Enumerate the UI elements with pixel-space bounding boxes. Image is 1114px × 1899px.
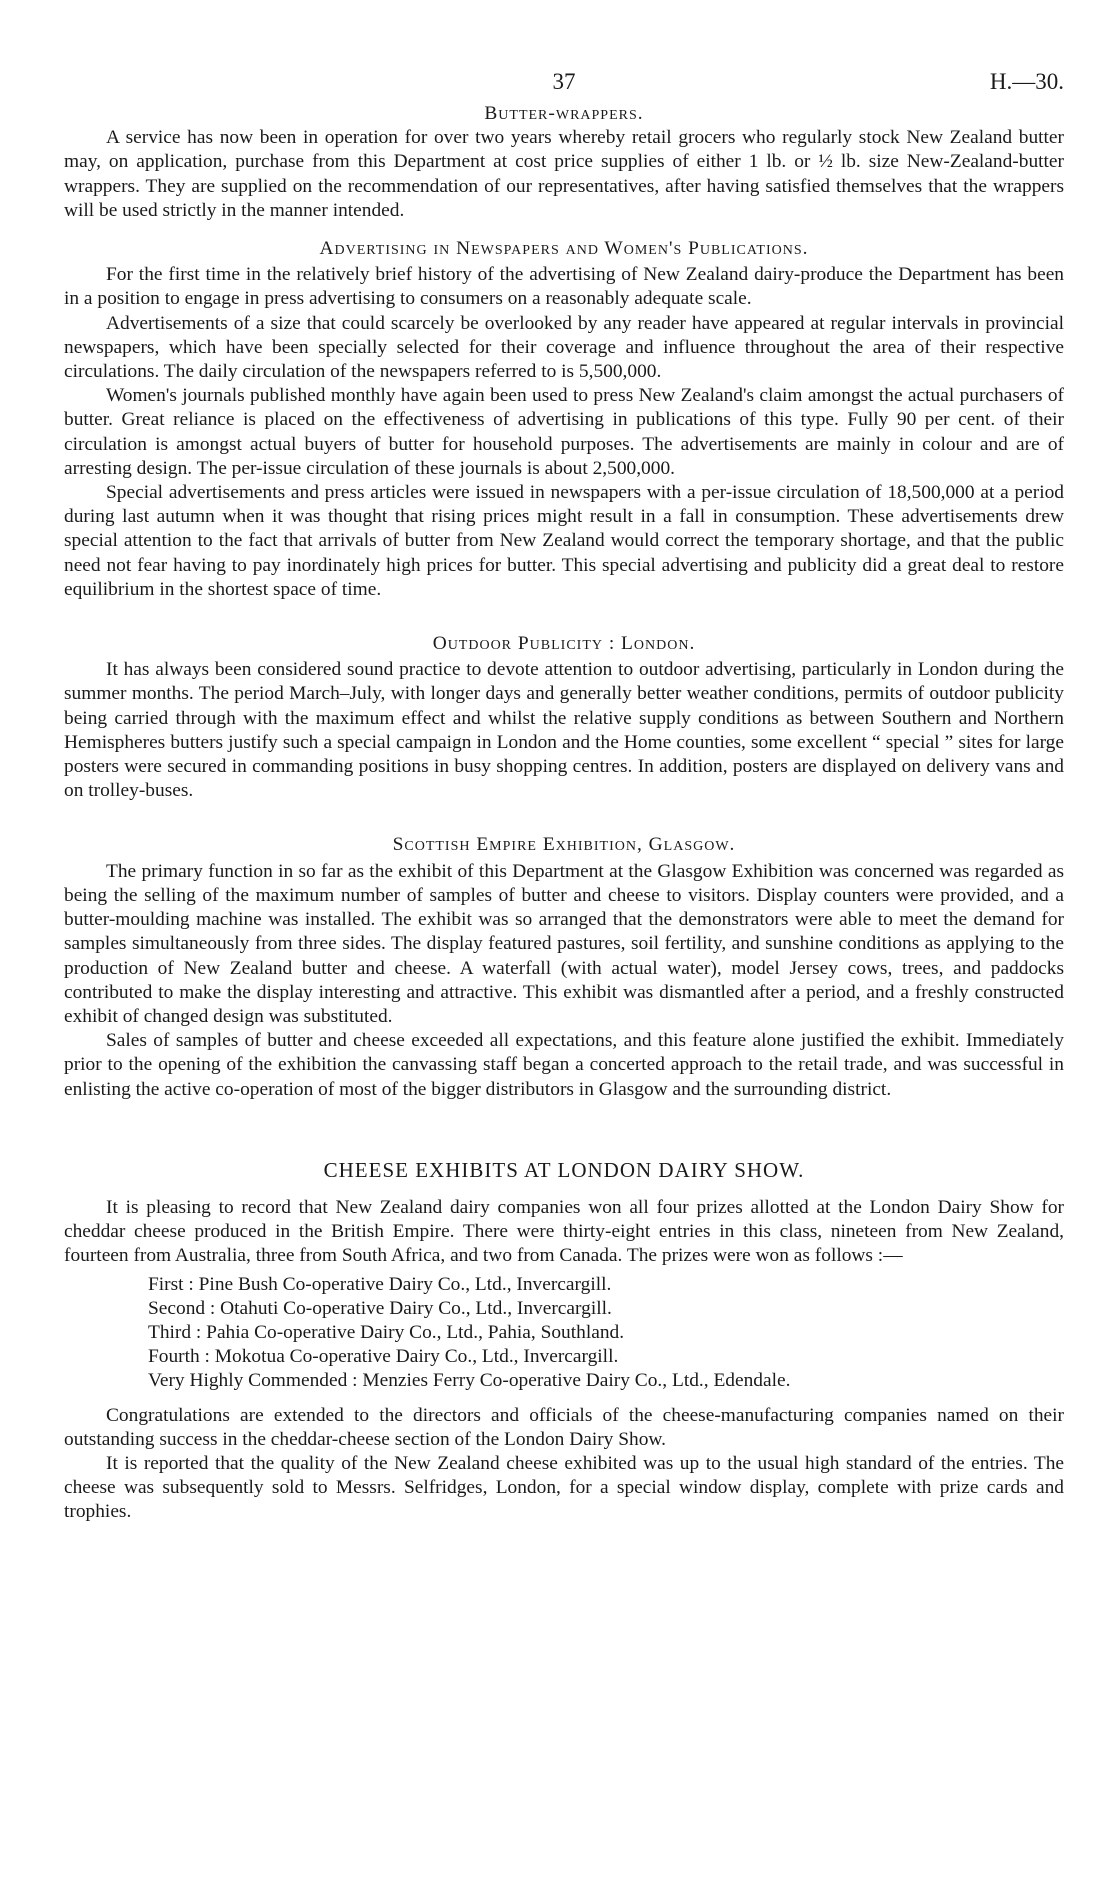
page-number: 37 xyxy=(552,69,576,94)
prize-list xyxy=(64,1273,1064,1394)
paragraph: The primary function in so far as the exhibit of this Department at the Glasgow Exhibition was concerned was regarded as being the selling of the maximum number of samples of butter and cheese to visitors. Display counters were provided, and a butter-moulding machine was installed. The exhibit was so arranged that the demonstrators were able to meet the demand for samples simultaneously from three sides. The display featured pastures, soil fertility, and sunshine conditions as applying to the production of New Zealand butter and cheese. A waterfall (with actual water), model Jersey cows, trees, and paddocks contributed to make the display interesting and attractive. This exhibit was dismantled after a period, and a freshly constructed exhibit of changed design was substituted. xyxy=(64,860,1064,1027)
paragraph: A service has now been in operation for over two years whereby retail grocers who regularly stock New Zealand butter may, on application, purchase from this Department at cost price supplies of either 1 lb. or ½ lb. size New-Zealand-butter wrappers. They are supplied on the recommendation of our representatives, after having satisfied themselves that the wrappers will be used strictly in the manner intended. xyxy=(64,127,1064,221)
section-outdoor-publicity xyxy=(64,632,1064,803)
document-page xyxy=(64,60,1064,1525)
page-header xyxy=(64,60,1064,96)
paragraph: Advertisements of a size that could scarcely be overlooked by any reader have appeared at regular intervals in provincial newspapers, which have been specially selected for their coverage and influence throughout the area of their respective circulations. The daily circulation of the newspapers referred to is 5,500,000. xyxy=(64,312,1064,383)
section-heading: CHEESE EXHIBITS AT LONDON DAIRY SHOW. xyxy=(323,1157,805,1182)
section-heading: Advertising in Newspapers and Women's Publications. xyxy=(319,238,809,260)
document-reference: H.—30. xyxy=(989,69,1064,94)
paragraph: It is reported that the quality of the New Zealand cheese exhibited was up to the usual high standard of the entries. The cheese was subsequently sold to Messrs. Selfridges, London, for a special window display, complete with prize cards and trophies. xyxy=(64,1452,1064,1523)
section-cheese-exhibits xyxy=(64,1158,1064,1525)
paragraph: For the first time in the relatively brief history of the advertising of New Zealand dairy-produce the Department has been in a position to engage in press advertising to consumers on a reasonably adequate scale. xyxy=(64,264,1064,310)
prize-item: Third : Pahia Co-operative Dairy Co., Ltd., Pahia, Southland. xyxy=(148,1321,625,1343)
prize-item: Fourth : Mokotua Co-operative Dairy Co., Ltd., Invercargill. xyxy=(148,1346,619,1368)
section-butter-wrappers xyxy=(64,102,1064,223)
prize-item: Second : Otahuti Co-operative Dairy Co., Ltd., Invercargill. xyxy=(148,1297,612,1319)
paragraph: Sales of samples of butter and cheese exceeded all expectations, and this feature alone justified the exhibit. Immediately prior to the opening of the exhibition the canvassing staff began a concerted approach to the retail trade, and was successful in enlisting the active co-operation of most of the bigger distributors in Glasgow and the surrounding district. xyxy=(64,1030,1064,1100)
paragraph: Women's journals published monthly have again been used to press New Zealand's claim amongst the actual purchasers of butter. Great reliance is placed on the effectiveness of advertising in publications of this type. Fully 90 per cent. of their circulation is amongst actual buyers of butter for household purposes. The advertisements are mainly in colour and are of arresting design. The per-issue circulation of these journals is about 2,500,000. xyxy=(64,385,1064,479)
section-heading: Butter-wrappers. xyxy=(484,103,644,124)
section-heading: Scottish Empire Exhibition, Glasgow. xyxy=(392,834,736,856)
paragraph: It is pleasing to record that New Zealand dairy companies won all four prizes allotted at the London Dairy Show for cheddar cheese produced in the British Empire. There were thirty-eight entries in this class, nineteen from New Zealand, fourteen from Australia, three from South Africa, and two from Canada. The prizes were won as follows :— xyxy=(64,1196,1064,1267)
paragraph: Congratulations are extended to the directors and officials of the cheese-manufacturing companies named on their outstanding success in the cheddar-cheese section of the London Dairy Show. xyxy=(64,1404,1064,1450)
prize-item: Very Highly Commended : Menzies Ferry Co-operative Dairy Co., Ltd., Edendale. xyxy=(148,1370,791,1392)
section-scottish-exhibition xyxy=(64,833,1064,1101)
prize-item: First : Pine Bush Co-operative Dairy Co., Ltd., Invercargill. xyxy=(148,1273,612,1295)
section-heading: Outdoor Publicity : London. xyxy=(432,633,696,655)
paragraph: Special advertisements and press articles were issued in newspapers with a per-issue circulation of 18,500,000 at a period during last autumn when it was thought that rising prices might result in a fall in consumption. These advertisements drew special attention to the fact that arrivals of butter from New Zealand would correct the temporary shortage, and that the public need not fear having to pay inordinately high prices for butter. This special advertising and publicity did a great deal to restore equilibrium in the shortest space of time. xyxy=(64,482,1064,600)
section-advertising xyxy=(64,237,1064,602)
paragraph: It has always been considered sound practice to devote attention to outdoor advertising, particularly in London during the summer months. The period March–July, with longer days and generally better weather conditions, permits of outdoor publicity being carried through with the maximum effect and whilst the relative supply conditions as between Southern and Northern Hemispheres butters justify such a special campaign in London and the Home counties, some excellent “ special ” sites for large posters were secured in commanding positions in busy shopping centres. In addition, posters are displayed on delivery vans and on trolley-buses. xyxy=(64,659,1064,802)
